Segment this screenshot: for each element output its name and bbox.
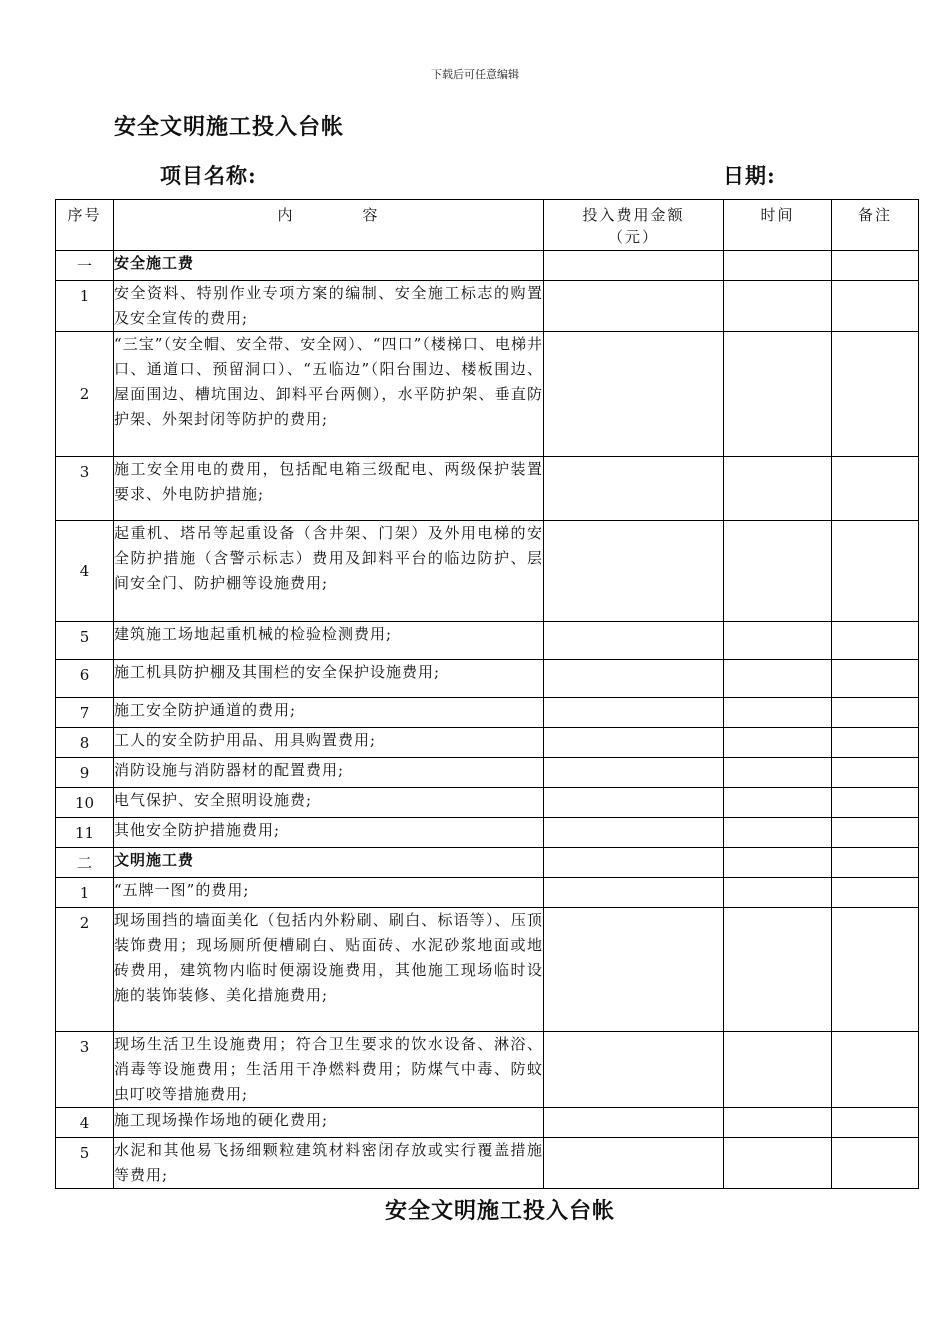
row-index: 10 xyxy=(56,788,114,818)
row-index: 3 xyxy=(56,1032,114,1108)
note-cell xyxy=(832,878,919,908)
note-cell xyxy=(832,457,919,521)
table-row xyxy=(56,728,919,758)
time-cell xyxy=(724,622,832,660)
row-index: 1 xyxy=(56,878,114,908)
time-cell xyxy=(724,457,832,521)
row-index: 9 xyxy=(56,758,114,788)
ledger-table xyxy=(55,199,919,1189)
note-cell xyxy=(832,281,919,332)
time-cell xyxy=(724,281,832,332)
time-cell xyxy=(724,521,832,622)
row-content: 建筑施工场地起重机械的检验检测费用; xyxy=(114,622,544,660)
amount-cell xyxy=(544,251,724,281)
row-index: 8 xyxy=(56,728,114,758)
table-section-row xyxy=(56,848,919,878)
amount-cell xyxy=(544,660,724,698)
amount-cell xyxy=(544,698,724,728)
section-title: 文明施工费 xyxy=(114,848,544,878)
amount-cell xyxy=(544,728,724,758)
amount-cell xyxy=(544,281,724,332)
row-content: 现场围挡的墙面美化（包括内外粉刷、刷白、标语等）、压顶装饰费用；现场厕所便槽刷白、贴面砖、水泥砂浆地面或地砖费用，建筑物内临时便溺设施费用，其他施工现场临时设施的装饰装修、美化措施费用; xyxy=(114,908,544,1032)
time-cell xyxy=(724,728,832,758)
amount-cell xyxy=(544,521,724,622)
table-section-row xyxy=(56,251,919,281)
table-row xyxy=(56,698,919,728)
time-cell xyxy=(724,908,832,1032)
row-index: 3 xyxy=(56,457,114,521)
project-name-label: 项目名称: xyxy=(160,163,257,188)
header-content: 内 容 xyxy=(114,200,544,251)
time-cell xyxy=(724,332,832,457)
row-index: 4 xyxy=(56,521,114,622)
note-cell xyxy=(832,251,919,281)
table-row xyxy=(56,332,919,457)
note-cell xyxy=(832,728,919,758)
note-cell xyxy=(832,818,919,848)
table-row xyxy=(56,818,919,848)
time-cell xyxy=(724,878,832,908)
row-content: 起重机、塔吊等起重设备（含井架、门架）及外用电梯的安全防护措施（含警示标志）费用及卸料平台的临边防护、层间安全门、防护棚等设施费用; xyxy=(114,521,544,622)
header-amount: 投入费用金额 （元） xyxy=(544,200,724,251)
time-cell xyxy=(724,660,832,698)
note-cell xyxy=(832,660,919,698)
amount-cell xyxy=(544,818,724,848)
table-row xyxy=(56,457,919,521)
note-cell xyxy=(832,622,919,660)
note-cell xyxy=(832,1032,919,1108)
row-index: 11 xyxy=(56,818,114,848)
row-index: 6 xyxy=(56,660,114,698)
time-cell xyxy=(724,698,832,728)
table-row xyxy=(56,281,919,332)
header-index: 序号 xyxy=(56,200,114,251)
note-cell xyxy=(832,698,919,728)
row-index: 7 xyxy=(56,698,114,728)
watermark-text: 下载后可任意编辑 xyxy=(431,68,519,81)
note-cell xyxy=(832,332,919,457)
amount-cell xyxy=(544,622,724,660)
amount-cell xyxy=(544,908,724,1032)
row-content: 工人的安全防护用品、用具购置费用; xyxy=(114,728,544,758)
row-content: “五牌一图”的费用; xyxy=(114,878,544,908)
row-content: 现场生活卫生设施费用；符合卫生要求的饮水设备、淋浴、消毒等设施费用；生活用干净燃料费用；防煤气中毒、防蚊虫叮咬等措施费用; xyxy=(114,1032,544,1108)
amount-cell xyxy=(544,1032,724,1108)
row-index: 5 xyxy=(56,1138,114,1189)
amount-cell xyxy=(544,848,724,878)
row-content: 施工现场操作场地的硬化费用; xyxy=(114,1108,544,1138)
header-time: 时间 xyxy=(724,200,832,251)
table-row xyxy=(56,660,919,698)
row-content: 水泥和其他易飞扬细颗粒建筑材料密闭存放或实行覆盖措施等费用; xyxy=(114,1138,544,1189)
note-cell xyxy=(832,1108,919,1138)
page-title: 安全文明施工投入台帐 xyxy=(114,114,345,140)
header-note: 备注 xyxy=(832,200,919,251)
table-row xyxy=(56,878,919,908)
table-row xyxy=(56,908,919,1032)
row-index: 2 xyxy=(56,908,114,1032)
row-content: 施工安全用电的费用，包括配电箱三级配电、两级保护装置要求、外电防护措施; xyxy=(114,457,544,521)
date-label: 日期: xyxy=(723,163,776,188)
row-index: 5 xyxy=(56,622,114,660)
row-content: 其他安全防护措施费用; xyxy=(114,818,544,848)
amount-cell xyxy=(544,332,724,457)
row-index: 二 xyxy=(56,848,114,878)
row-content: 消防设施与消防器材的配置费用; xyxy=(114,758,544,788)
table-row xyxy=(56,1138,919,1189)
amount-cell xyxy=(544,457,724,521)
note-cell xyxy=(832,908,919,1032)
time-cell xyxy=(724,1138,832,1189)
time-cell xyxy=(724,758,832,788)
time-cell xyxy=(724,818,832,848)
row-index: 2 xyxy=(56,332,114,457)
note-cell xyxy=(832,758,919,788)
table-row xyxy=(56,622,919,660)
table-row xyxy=(56,788,919,818)
row-index: 一 xyxy=(56,251,114,281)
note-cell xyxy=(832,1138,919,1189)
table-header-row xyxy=(56,200,919,251)
section-title: 安全施工费 xyxy=(114,251,544,281)
table-row xyxy=(56,521,919,622)
row-content: “三宝”（安全帽、安全带、安全网）、“四口”（楼梯口、电梯井口、通道口、预留洞口）、“五临边”（阳台围边、楼板围边、屋面围边、槽坑围边、卸料平台两侧），水平防护架、垂直防护架、外架封闭等防护的费用; xyxy=(114,332,544,457)
row-content: 施工机具防护棚及其围栏的安全保护设施费用; xyxy=(114,660,544,698)
row-content: 安全资料、特别作业专项方案的编制、安全施工标志的购置及安全宣传的费用; xyxy=(114,281,544,332)
time-cell xyxy=(724,251,832,281)
time-cell xyxy=(724,1108,832,1138)
table-row xyxy=(56,1108,919,1138)
row-index: 1 xyxy=(56,281,114,332)
amount-cell xyxy=(544,788,724,818)
time-cell xyxy=(724,848,832,878)
next-page-title: 安全文明施工投入台帐 xyxy=(384,1198,615,1224)
note-cell xyxy=(832,848,919,878)
row-content: 电气保护、安全照明设施费; xyxy=(114,788,544,818)
time-cell xyxy=(724,1032,832,1108)
row-content: 施工安全防护通道的费用; xyxy=(114,698,544,728)
note-cell xyxy=(832,788,919,818)
amount-cell xyxy=(544,758,724,788)
note-cell xyxy=(832,521,919,622)
table-row xyxy=(56,758,919,788)
time-cell xyxy=(724,788,832,818)
amount-cell xyxy=(544,878,724,908)
table-row xyxy=(56,1032,919,1108)
amount-cell xyxy=(544,1138,724,1189)
row-index: 4 xyxy=(56,1108,114,1138)
amount-cell xyxy=(544,1108,724,1138)
